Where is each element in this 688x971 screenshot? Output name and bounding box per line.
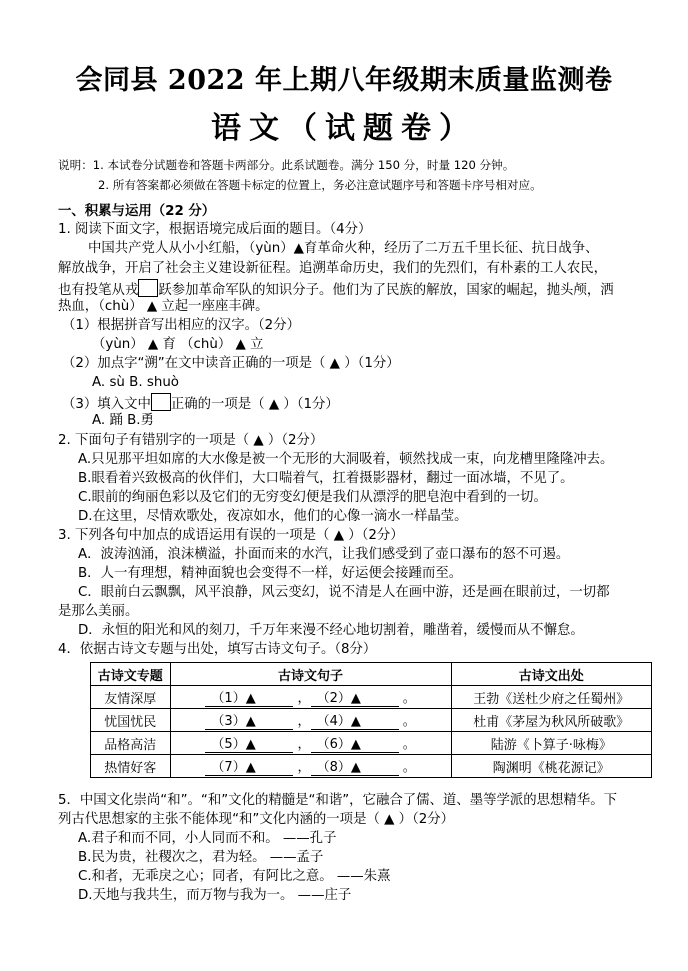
topic-cell: 友情深厚 bbox=[91, 686, 171, 709]
fill-in-box bbox=[151, 393, 171, 411]
answer-cell: （5）▲ ， （6）▲ 。 bbox=[170, 732, 451, 755]
q3-option-c-cont: 是那么美丽。 bbox=[58, 604, 139, 619]
q2-option-b: B.眼看着兴致极高的伙伴们，大口喘着气，扛着摄影器材，翻过一面冰墙，不见了。 bbox=[78, 471, 574, 486]
table-header-row bbox=[91, 663, 652, 686]
q1-passage-line bbox=[58, 279, 614, 300]
answer-cell: （3）▲ ， （4）▲ 。 bbox=[170, 709, 451, 732]
q3-option-b: B．人一有理想，精神面貌也会变得不一样，好运便会接踵而至。 bbox=[78, 566, 463, 581]
poem-table bbox=[90, 662, 652, 778]
topic-cell: 热情好客 bbox=[91, 755, 171, 778]
column-header: 古诗文专题 bbox=[91, 663, 171, 686]
q1-passage-text: 也有投笔从戎 bbox=[58, 283, 139, 298]
answer-blank: （8）▲ bbox=[311, 756, 399, 776]
q5-option-d: D.天地与我共生，而万物与我为一。 ——庄子 bbox=[78, 888, 352, 903]
q3-option-d: D．永恒的阳光和风的刻刀，千万年来漫不经心地切割着，雕凿着，缓慢而从不懈怠。 bbox=[78, 623, 584, 638]
section-heading: 一、积累与运用（22 分） bbox=[58, 204, 216, 219]
q4-stem: 4．依据古诗文专题与出处，填写古诗文句子。（8分） bbox=[58, 642, 377, 657]
q1-passage-line: 热血，（chù） ▲ 立起一座座丰碑。 bbox=[58, 299, 269, 314]
instruction-line-1: 说明：1. 本试卷分试题卷和答题卡两部分。此系试题卷。满分 150 分，时量 120 分钟。 bbox=[58, 158, 515, 172]
answer-blank: （2）▲ bbox=[311, 687, 399, 707]
column-header: 古诗文句子 bbox=[170, 663, 451, 686]
q1-passage-text: 跃参加革命军队的知识分子。他们为了民族的解放，国家的崛起，抛头颅，洒 bbox=[158, 283, 614, 298]
answer-blank: （4）▲ bbox=[311, 710, 399, 730]
q5-option-c: C.和者，无乖戾之心；同者，有阿比之意。 ——朱熹 bbox=[78, 869, 391, 884]
q5-option-a: A.君子和而不同，小人同而不和。 ——孔子 bbox=[78, 831, 337, 846]
answer-cell: （1）▲ ， （2）▲ 。 bbox=[170, 686, 451, 709]
topic-cell: 忧国忧民 bbox=[91, 709, 171, 732]
q1-sub2-options: A. sù B. shuò bbox=[92, 375, 179, 390]
q1-sub1: （1）根据拼音写出相应的汉字。（2分） bbox=[62, 318, 300, 333]
table-row bbox=[91, 709, 652, 732]
q1-sub1-answer: （yùn） ▲ 育 （chù） ▲ 立 bbox=[92, 337, 264, 352]
fill-in-box bbox=[138, 279, 158, 297]
exam-title: 会同县 2022 年上期八年级期末质量监测卷 bbox=[75, 65, 613, 96]
q5-stem: 5．中国文化崇尚“和”。“和”文化的精髓是“和谐”，它融合了儒、道、墨等学派的思想精华。下 bbox=[58, 793, 617, 808]
q3-stem: 3. 下列各句中加点的成语运用有误的一项是（ ▲ ）（2分） bbox=[58, 528, 404, 543]
answer-blank: （7）▲ bbox=[205, 756, 293, 776]
table-row bbox=[91, 686, 652, 709]
q5-option-b: B.民为贵，社稷次之，君为轻。 ——孟子 bbox=[78, 850, 324, 865]
q3-option-c: C．眼前白云飘飘，风平浪静，风云变幻，说不清是人在画中游，还是画在眼前过，一切都 bbox=[78, 585, 610, 600]
q2-stem: 2. 下面句子有错别字的一项是（ ▲ ）（2分） bbox=[58, 433, 324, 448]
answer-blank: （5）▲ bbox=[205, 733, 293, 753]
q1-sub3 bbox=[62, 393, 339, 414]
q1-sub3-text: 正确的一项是（ ▲ ）（1分） bbox=[170, 397, 339, 412]
answer-blank: （1）▲ bbox=[205, 687, 293, 707]
answer-cell: （7）▲ ， （8）▲ 。 bbox=[170, 755, 451, 778]
q1-sub3-text: （3）填入文中 bbox=[62, 397, 151, 412]
table-row bbox=[91, 755, 652, 778]
q1-sub3-options: A. 踊 B.勇 bbox=[92, 413, 154, 428]
table-row bbox=[91, 732, 652, 755]
q1-sub2: （2）加点字“溯”在文中读音正确的一项是（ ▲ ）（1分） bbox=[62, 356, 400, 371]
source-cell: 王勃《送杜少府之任蜀州》 bbox=[451, 686, 651, 709]
q2-option-a: A.只见那平坦如席的大水像是被一个无形的大洞吸着，顿然找成一束，向龙槽里隆隆冲去。 bbox=[78, 452, 614, 467]
source-cell: 陆游《卜算子·咏梅》 bbox=[451, 732, 651, 755]
q2-option-c: C.眼前的绚丽色彩以及它们的无穷变幻便是我们从漂浮的肥皂泡中看到的一切。 bbox=[78, 490, 547, 505]
topic-cell: 品格高洁 bbox=[91, 732, 171, 755]
q1-stem: 1. 阅读下面文字，根据语境完成后面的题目。（4分） bbox=[58, 222, 372, 237]
answer-blank: （3）▲ bbox=[205, 710, 293, 730]
q3-option-a: A．波涛汹涌，浪沫横溢，扑面而来的水汽，让我们感受到了壶口瀑布的怒不可遏。 bbox=[78, 547, 570, 562]
q1-passage-line: 解放战争，开启了社会主义建设新征程。追溯革命历史，我们的先烈们，有朴素的工人农民， bbox=[58, 261, 608, 276]
column-header: 古诗文出处 bbox=[451, 663, 651, 686]
q5-stem-cont: 列古代思想家的主张不能体现“和”文化内涵的一项是（ ▲ ）（2分） bbox=[58, 812, 455, 827]
q1-passage-line: 中国共产党人从小小红船，（yùn）▲育革命火种，经历了二万五千里长征、抗日战争、 bbox=[88, 241, 599, 256]
source-cell: 杜甫《茅屋为秋风所破歌》 bbox=[451, 709, 651, 732]
source-cell: 陶渊明《桃花源记》 bbox=[451, 755, 651, 778]
exam-subtitle: 语文（试题卷） bbox=[211, 111, 477, 146]
answer-blank: （6）▲ bbox=[311, 733, 399, 753]
instruction-line-2: 2. 所有答案都必须做在答题卡标定的位置上，务必注意试题序号和答题卡序号相对应。 bbox=[98, 178, 542, 192]
q2-option-d: D.在这里，尽情欢歌处，夜凉如水，他们的心像一滴水一样晶莹。 bbox=[78, 509, 468, 524]
